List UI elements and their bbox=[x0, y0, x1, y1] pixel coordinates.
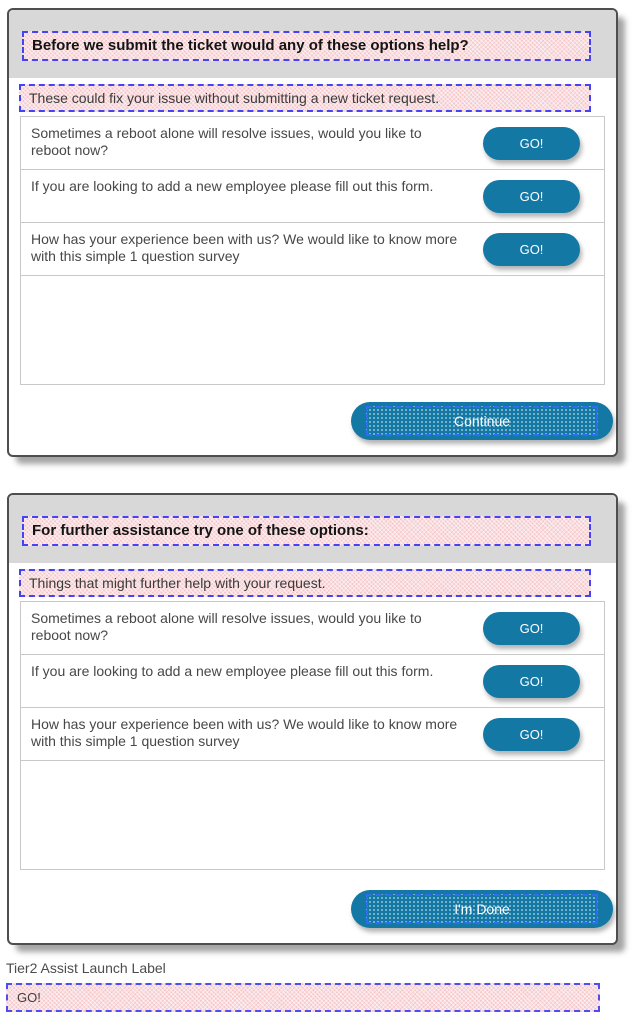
option-text: If you are looking to add a new employee please fill out this form. bbox=[31, 178, 434, 194]
im-done-button-label-editable[interactable]: I'm Done bbox=[366, 894, 598, 924]
options-list bbox=[20, 601, 605, 870]
empty-option-row bbox=[21, 761, 604, 869]
dialog-header bbox=[9, 10, 616, 78]
options-list bbox=[20, 116, 605, 385]
dialog-subtitle-editable[interactable]: Things that might further help with your request. bbox=[19, 569, 591, 597]
launch-label-editable[interactable]: GO! bbox=[6, 983, 600, 1012]
go-button[interactable]: GO! bbox=[483, 718, 580, 751]
go-button[interactable]: GO! bbox=[483, 180, 580, 213]
option-row-survey bbox=[21, 708, 604, 761]
go-button[interactable]: GO! bbox=[483, 233, 580, 266]
further-assistance-dialog bbox=[7, 493, 618, 945]
continue-button[interactable] bbox=[351, 402, 613, 440]
go-button[interactable]: GO! bbox=[483, 665, 580, 698]
option-text: How has your experience been with us? We would like to know more with this simple 1 question survey bbox=[31, 716, 458, 749]
go-button[interactable]: GO! bbox=[483, 127, 580, 160]
dialog-title-editable[interactable]: For further assistance try one of these options: bbox=[22, 516, 591, 546]
option-row-new-employee bbox=[21, 655, 604, 708]
option-text: Sometimes a reboot alone will resolve issues, would you like to reboot now? bbox=[31, 125, 422, 158]
go-button[interactable]: GO! bbox=[483, 612, 580, 645]
im-done-button[interactable] bbox=[351, 890, 613, 928]
option-text: If you are looking to add a new employee please fill out this form. bbox=[31, 663, 434, 679]
option-text: How has your experience been with us? We would like to know more with this simple 1 question survey bbox=[31, 231, 458, 264]
continue-button-label-editable[interactable]: Continue bbox=[366, 406, 598, 436]
empty-option-row bbox=[21, 276, 604, 384]
option-row-reboot bbox=[21, 602, 604, 655]
dialog-title-editable[interactable]: Before we submit the ticket would any of these options help? bbox=[22, 31, 591, 61]
pre-ticket-options-dialog bbox=[7, 8, 618, 457]
tier2-assist-launch-label: Tier2 Assist Launch Label bbox=[6, 960, 166, 976]
option-row-survey bbox=[21, 223, 604, 276]
option-row-new-employee bbox=[21, 170, 604, 223]
option-text: Sometimes a reboot alone will resolve issues, would you like to reboot now? bbox=[31, 610, 422, 643]
dialog-subtitle-editable[interactable]: These could fix your issue without submitting a new ticket request. bbox=[19, 84, 591, 112]
dialog-header bbox=[9, 495, 616, 563]
option-row-reboot bbox=[21, 117, 604, 170]
